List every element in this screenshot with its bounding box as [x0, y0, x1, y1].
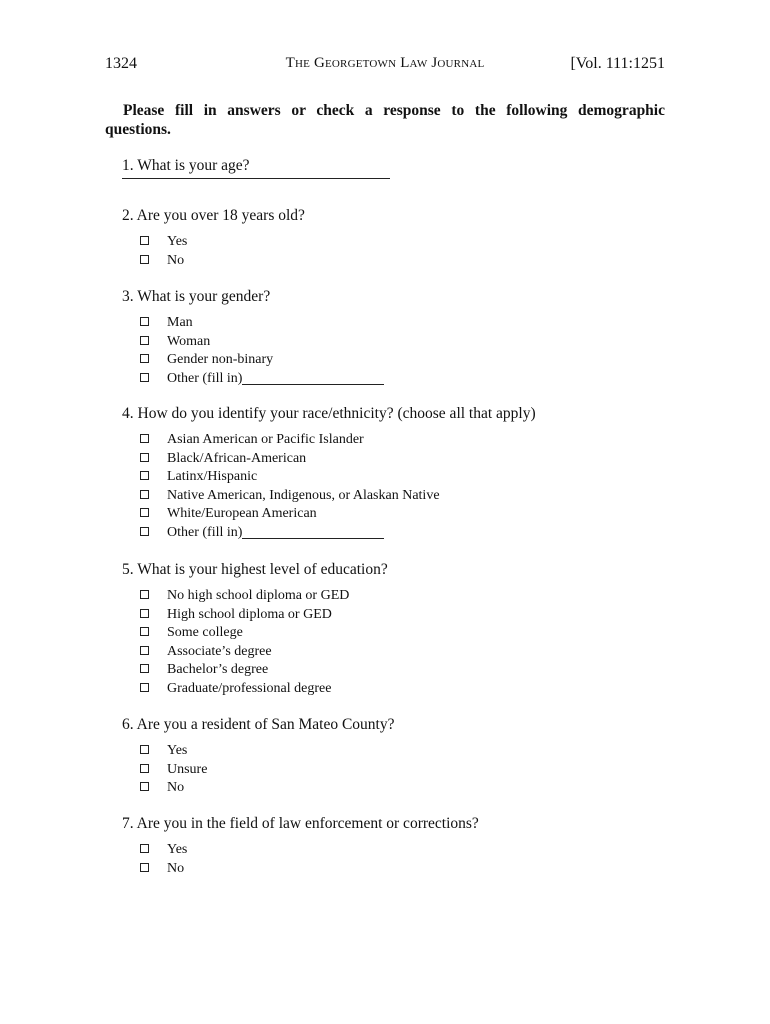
checkbox[interactable] — [140, 590, 149, 599]
option-yes[interactable]: Yes — [140, 742, 207, 761]
question-1-age: 1. What is your age? — [122, 157, 250, 174]
running-header — [105, 55, 665, 77]
option-yes[interactable]: Yes — [140, 841, 187, 860]
option-bachelors-degree[interactable]: Bachelor’s degree — [140, 661, 349, 680]
fill-in-line[interactable] — [242, 525, 384, 539]
checkbox[interactable] — [140, 782, 149, 791]
checkbox[interactable] — [140, 336, 149, 345]
option-high-school[interactable]: High school diploma or GED — [140, 606, 349, 625]
checkbox[interactable] — [140, 317, 149, 326]
checkbox[interactable] — [140, 490, 149, 499]
checkbox[interactable] — [140, 646, 149, 655]
options-education — [140, 587, 349, 698]
option-no[interactable]: No — [140, 860, 187, 879]
question-4-race-ethnicity: 4. How do you identify your race/ethnicity? (choose all that apply) — [122, 405, 536, 422]
instructions-text: Please fill in answers or check a response to the following demographic questions. — [105, 102, 665, 138]
option-latinx-hispanic[interactable]: Latinx/Hispanic — [140, 468, 440, 487]
option-man[interactable]: Man — [140, 314, 384, 333]
option-unsure[interactable]: Unsure — [140, 761, 207, 780]
checkbox[interactable] — [140, 527, 149, 536]
checkbox[interactable] — [140, 609, 149, 618]
option-native-american[interactable]: Native American, Indigenous, or Alaskan Native — [140, 487, 440, 506]
checkbox[interactable] — [140, 764, 149, 773]
option-asian-american[interactable]: Asian American or Pacific Islander — [140, 431, 440, 450]
checkbox[interactable] — [140, 745, 149, 754]
option-yes[interactable]: Yes — [140, 233, 187, 252]
journal-title: The Georgetown Law Journal — [285, 55, 485, 71]
options-gender — [140, 314, 384, 388]
option-black-african-american[interactable]: Black/African-American — [140, 450, 440, 469]
question-5-education: 5. What is your highest level of education? — [122, 561, 388, 578]
option-white-european-american[interactable]: White/European American — [140, 505, 440, 524]
question-7-law-enforcement: 7. Are you in the field of law enforcement or corrections? — [122, 815, 479, 832]
option-no-high-school[interactable]: No high school diploma or GED — [140, 587, 349, 606]
checkbox[interactable] — [140, 255, 149, 264]
option-some-college[interactable]: Some college — [140, 624, 349, 643]
option-no[interactable]: No — [140, 779, 207, 798]
checkbox[interactable] — [140, 373, 149, 382]
volume-citation: [Vol. 111:1251 — [570, 55, 665, 72]
options-law-enforcement — [140, 841, 187, 878]
question-2-over-18: 2. Are you over 18 years old? — [122, 207, 305, 224]
option-woman[interactable]: Woman — [140, 333, 384, 352]
question-3-gender: 3. What is your gender? — [122, 288, 271, 305]
option-other-gender[interactable]: Other (fill in) — [140, 370, 384, 389]
checkbox[interactable] — [140, 683, 149, 692]
checkbox[interactable] — [140, 453, 149, 462]
checkbox[interactable] — [140, 508, 149, 517]
options-over-18 — [140, 233, 187, 270]
checkbox[interactable] — [140, 627, 149, 636]
option-graduate-degree[interactable]: Graduate/professional degree — [140, 680, 349, 699]
option-no[interactable]: No — [140, 252, 187, 271]
options-race-ethnicity — [140, 431, 440, 542]
checkbox[interactable] — [140, 434, 149, 443]
age-answer-line[interactable] — [122, 178, 390, 179]
options-san-mateo-resident — [140, 742, 207, 798]
checkbox[interactable] — [140, 664, 149, 673]
checkbox[interactable] — [140, 354, 149, 363]
checkbox[interactable] — [140, 844, 149, 853]
checkbox[interactable] — [140, 863, 149, 872]
option-associates-degree[interactable]: Associate’s degree — [140, 643, 349, 662]
page-number: 1324 — [105, 55, 137, 72]
question-6-san-mateo-resident: 6. Are you a resident of San Mateo County? — [122, 716, 395, 733]
fill-in-line[interactable] — [242, 371, 384, 385]
checkbox[interactable] — [140, 236, 149, 245]
checkbox[interactable] — [140, 471, 149, 480]
option-gender-non-binary[interactable]: Gender non-binary — [140, 351, 384, 370]
option-other-race[interactable]: Other (fill in) — [140, 524, 440, 543]
